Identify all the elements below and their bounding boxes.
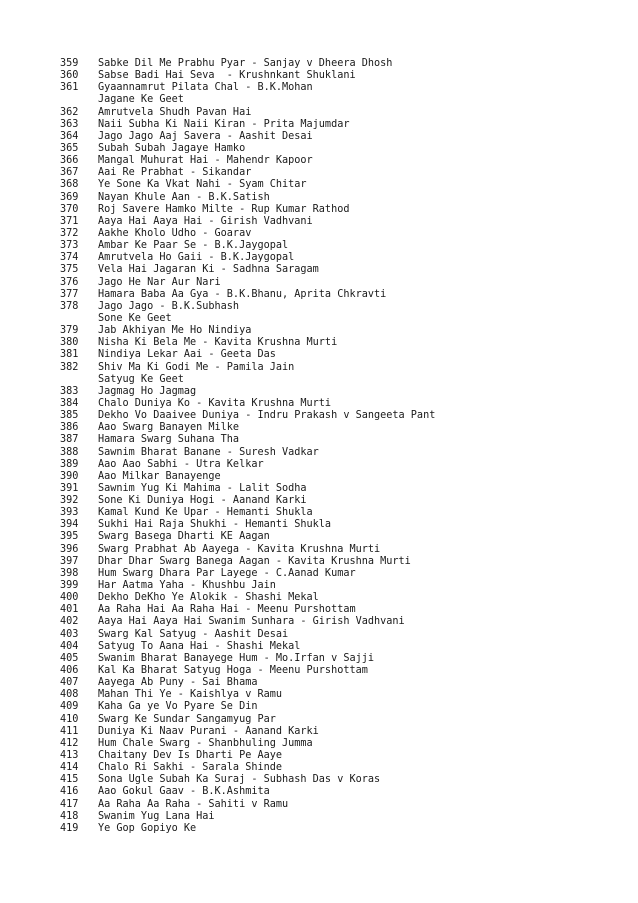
song-title: Swarg Basega Dharti KE Aagan xyxy=(98,531,270,543)
item-number: 383 xyxy=(60,385,79,397)
list-item xyxy=(60,228,620,240)
list-item xyxy=(60,568,620,580)
list-item xyxy=(60,289,620,301)
list-item xyxy=(60,531,620,543)
list-item xyxy=(60,556,620,568)
list-item xyxy=(60,677,620,689)
item-number: 379 xyxy=(60,325,79,337)
item-number: 412 xyxy=(60,737,79,749)
item-number xyxy=(60,313,98,325)
item-number: 381 xyxy=(60,349,79,361)
item-number: 366 xyxy=(60,155,79,167)
item-number: 388 xyxy=(60,446,79,458)
item-number: 374 xyxy=(60,252,79,264)
song-title: Kaha Ga ye Vo Pyare Se Din xyxy=(98,701,258,713)
list-item xyxy=(60,738,620,750)
song-title: Nisha Ki Bela Me - Kavita Krushna Murti xyxy=(98,337,338,349)
song-title: Naii Subha Ki Naii Kiran - Prita Majumdar xyxy=(98,118,350,130)
song-title: Aao Aao Sabhi - Utra Kelkar xyxy=(98,458,264,470)
list-item xyxy=(60,301,620,313)
list-item xyxy=(60,750,620,762)
list-item xyxy=(60,604,620,616)
song-title: Ye Sone Ka Vkat Nahi - Syam Chitar xyxy=(98,179,307,191)
list-item xyxy=(60,349,620,361)
song-title: Sone Ki Duniya Hogi - Aanand Karki xyxy=(98,495,307,507)
list-item xyxy=(60,143,620,155)
item-number: 389 xyxy=(60,458,79,470)
song-title: Har Aatma Yaha - Khushbu Jain xyxy=(98,580,276,592)
item-number: 387 xyxy=(60,434,79,446)
item-number: 396 xyxy=(60,543,79,555)
song-title: Satyug To Aana Hai - Shashi Mekal xyxy=(98,640,301,652)
item-number: 419 xyxy=(60,822,79,834)
song-title: Dekho Vo Daaivee Duniya - Indru Prakash v Sangeeta Pant xyxy=(98,410,436,422)
item-number: 370 xyxy=(60,203,79,215)
list-item xyxy=(60,459,620,471)
list-item xyxy=(60,592,620,604)
song-title: Swarg Kal Satyug - Aashit Desai xyxy=(98,628,289,640)
song-title: Jago Jago - B.K.Subhash xyxy=(98,300,240,312)
list-item xyxy=(60,119,620,131)
list-item xyxy=(60,762,620,774)
list-item xyxy=(60,216,620,228)
item-number: 385 xyxy=(60,410,79,422)
song-title: Chalo Ri Sakhi - Sarala Shinde xyxy=(98,762,283,774)
section-heading: Sone Ke Geet xyxy=(98,312,172,324)
song-title: Roj Savere Hamko Milte - Rup Kumar Rathod xyxy=(98,203,350,215)
song-title: Nayan Khule Aan - B.K.Satish xyxy=(98,191,270,203)
item-number: 411 xyxy=(60,725,79,737)
section-heading: Satyug Ke Geet xyxy=(98,373,184,385)
song-title: Jagmag Ho Jagmag xyxy=(98,385,197,397)
list-item xyxy=(60,264,620,276)
list-item xyxy=(60,495,620,507)
song-title: Ye Gop Gopiyo Ke xyxy=(98,822,197,834)
song-title: Sawnim Bharat Banane - Suresh Vadkar xyxy=(98,446,319,458)
list-item xyxy=(60,252,620,264)
item-number: 400 xyxy=(60,592,79,604)
list-item xyxy=(60,471,620,483)
song-title: Hum Swarg Dhara Par Layege - C.Aanad Kumar xyxy=(98,567,356,579)
song-title: Chalo Duniya Ko - Kavita Krushna Murti xyxy=(98,397,332,409)
song-title: Vela Hai Jagaran Ki - Sadhna Saragam xyxy=(98,264,319,276)
song-title: Amrutvela Shudh Pavan Hai xyxy=(98,106,252,118)
list-item xyxy=(60,823,620,835)
list-item xyxy=(60,447,620,459)
song-title: Chaitany Dev Is Dharti Pe Aaye xyxy=(98,750,283,762)
item-number: 407 xyxy=(60,677,79,689)
song-title: Ambar Ke Paar Se - B.K.Jaygopal xyxy=(98,240,289,252)
item-number: 386 xyxy=(60,422,79,434)
song-title: Sukhi Hai Raja Shukhi - Hemanti Shukla xyxy=(98,519,332,531)
song-title: Mahan Thi Ye - Kaishlya v Ramu xyxy=(98,689,283,701)
list-item xyxy=(60,386,620,398)
song-title: Aaya Hai Aaya Hai - Girish Vadhvani xyxy=(98,215,313,227)
item-number: 378 xyxy=(60,300,79,312)
item-number: 377 xyxy=(60,288,79,300)
item-number: 415 xyxy=(60,774,79,786)
item-number xyxy=(60,94,98,106)
list-item xyxy=(60,337,620,349)
item-number: 402 xyxy=(60,616,79,628)
item-number: 406 xyxy=(60,665,79,677)
item-number: 373 xyxy=(60,240,79,252)
list-item xyxy=(60,653,620,665)
list-item xyxy=(60,786,620,798)
song-title: Jago He Nar Aur Nari xyxy=(98,276,221,288)
item-number: 368 xyxy=(60,179,79,191)
list-item xyxy=(60,398,620,410)
song-title: Jab Akhiyan Me Ho Nindiya xyxy=(98,325,252,337)
song-title: Aa Raha Aa Raha - Sahiti v Ramu xyxy=(98,798,289,810)
item-number: 360 xyxy=(60,70,79,82)
item-number: 365 xyxy=(60,142,79,154)
song-title: Subah Subah Jagaye Hamko xyxy=(98,142,246,154)
list-item xyxy=(60,811,620,823)
item-number: 397 xyxy=(60,555,79,567)
song-title: Hamara Baba Aa Gya - B.K.Bhanu, Aprita Chkravti xyxy=(98,288,387,300)
item-number: 392 xyxy=(60,495,79,507)
song-title: Hamara Swarg Suhana Tha xyxy=(98,434,240,446)
list-item xyxy=(60,179,620,191)
item-number: 372 xyxy=(60,227,79,239)
song-title: Hum Chale Swarg - Shanbhuling Jumma xyxy=(98,737,313,749)
list-item xyxy=(60,131,620,143)
item-number: 401 xyxy=(60,604,79,616)
item-number: 380 xyxy=(60,337,79,349)
item-number: 403 xyxy=(60,628,79,640)
section-heading-row xyxy=(60,374,620,386)
list-item xyxy=(60,204,620,216)
list-item xyxy=(60,82,620,94)
list-item xyxy=(60,434,620,446)
item-number: 382 xyxy=(60,361,79,373)
song-title: Aao Swarg Banayen Milke xyxy=(98,422,240,434)
list-item xyxy=(60,107,620,119)
song-title: Swanim Yug Lana Hai xyxy=(98,810,215,822)
list-item xyxy=(60,519,620,531)
song-title: Swarg Prabhat Ab Aayega - Kavita Krushna Murti xyxy=(98,543,381,555)
item-number: 394 xyxy=(60,519,79,531)
list-item xyxy=(60,70,620,82)
list-item xyxy=(60,58,620,70)
list-item xyxy=(60,701,620,713)
item-number: 410 xyxy=(60,713,79,725)
item-number: 384 xyxy=(60,397,79,409)
list-item xyxy=(60,544,620,556)
list-item xyxy=(60,277,620,289)
section-heading-row xyxy=(60,313,620,325)
song-title: Aao Milkar Banayenge xyxy=(98,470,221,482)
item-number: 405 xyxy=(60,652,79,664)
song-title: Gyaannamrut Pilata Chal - B.K.Mohan xyxy=(98,82,313,94)
item-number: 416 xyxy=(60,786,79,798)
list-item xyxy=(60,507,620,519)
item-number: 418 xyxy=(60,810,79,822)
item-number: 413 xyxy=(60,750,79,762)
list-item xyxy=(60,799,620,811)
song-title: Sabse Badi Hai Seva - Krushnkant Shuklani xyxy=(98,70,356,82)
song-title: Dekho DeKho Ye Alokik - Shashi Mekal xyxy=(98,592,319,604)
item-number: 364 xyxy=(60,130,79,142)
item-number: 417 xyxy=(60,798,79,810)
item-number: 359 xyxy=(60,58,79,69)
song-title: Aakhe Kholo Udho - Goarav xyxy=(98,227,252,239)
item-number: 376 xyxy=(60,276,79,288)
song-title: Jago Jago Aaj Savera - Aashit Desai xyxy=(98,130,313,142)
song-title: Amrutvela Ho Gaii - B.K.Jaygopal xyxy=(98,252,295,264)
list-item xyxy=(60,641,620,653)
list-item xyxy=(60,629,620,641)
item-number: 395 xyxy=(60,531,79,543)
list-item xyxy=(60,155,620,167)
item-number: 391 xyxy=(60,482,79,494)
song-title: Aaya Hai Aaya Hai Swanim Sunhara - Girish Vadhvani xyxy=(98,616,405,628)
song-title: Sawnim Yug Ki Mahima - Lalit Sodha xyxy=(98,482,307,494)
list-item xyxy=(60,483,620,495)
item-number: 371 xyxy=(60,215,79,227)
song-title: Swanim Bharat Banayege Hum - Mo.Irfan v Sajji xyxy=(98,652,375,664)
song-title: Shiv Ma Ki Godi Me - Pamila Jain xyxy=(98,361,295,373)
item-number: 375 xyxy=(60,264,79,276)
item-number: 390 xyxy=(60,470,79,482)
list-item xyxy=(60,325,620,337)
item-number xyxy=(60,374,98,386)
item-number: 408 xyxy=(60,689,79,701)
song-title: Kal Ka Bharat Satyug Hoga - Meenu Purshottam xyxy=(98,665,368,677)
song-title: Swarg Ke Sundar Sangamyug Par xyxy=(98,713,276,725)
list-item xyxy=(60,410,620,422)
song-title: Kamal Kund Ke Upar - Hemanti Shukla xyxy=(98,507,313,519)
list-item xyxy=(60,726,620,738)
section-heading: Jagane Ke Geet xyxy=(98,94,184,106)
list-item xyxy=(60,167,620,179)
item-number: 409 xyxy=(60,701,79,713)
list-item xyxy=(60,774,620,786)
item-number: 361 xyxy=(60,82,79,94)
list-item xyxy=(60,362,620,374)
item-number: 369 xyxy=(60,191,79,203)
song-list xyxy=(60,58,620,835)
item-number: 393 xyxy=(60,507,79,519)
item-number: 362 xyxy=(60,106,79,118)
item-number: 404 xyxy=(60,640,79,652)
song-title: Sabke Dil Me Prabhu Pyar - Sanjay v Dheera Dhosh xyxy=(98,58,393,69)
song-title: Dhar Dhar Swarg Banega Aagan - Kavita Krushna Murti xyxy=(98,555,411,567)
list-item xyxy=(60,422,620,434)
song-title: Aai Re Prabhat - Sikandar xyxy=(98,167,252,179)
song-title: Duniya Ki Naav Purani - Aanand Karki xyxy=(98,725,319,737)
list-item xyxy=(60,240,620,252)
list-item xyxy=(60,192,620,204)
song-title: Aao Gokul Gaav - B.K.Ashmita xyxy=(98,786,270,798)
song-title: Nindiya Lekar Aai - Geeta Das xyxy=(98,349,276,361)
song-title: Mangal Muhurat Hai - Mahendr Kapoor xyxy=(98,155,313,167)
item-number: 363 xyxy=(60,118,79,130)
song-title: Aayega Ab Puny - Sai Bhama xyxy=(98,677,258,689)
item-number: 398 xyxy=(60,567,79,579)
list-item xyxy=(60,714,620,726)
list-item xyxy=(60,689,620,701)
item-number: 414 xyxy=(60,762,79,774)
song-title: Sona Ugle Subah Ka Suraj - Subhash Das v Koras xyxy=(98,774,381,786)
item-number: 367 xyxy=(60,167,79,179)
list-item xyxy=(60,616,620,628)
section-heading-row xyxy=(60,94,620,106)
song-title: Aa Raha Hai Aa Raha Hai - Meenu Purshottam xyxy=(98,604,356,616)
list-item xyxy=(60,665,620,677)
item-number: 399 xyxy=(60,580,79,592)
list-item xyxy=(60,580,620,592)
